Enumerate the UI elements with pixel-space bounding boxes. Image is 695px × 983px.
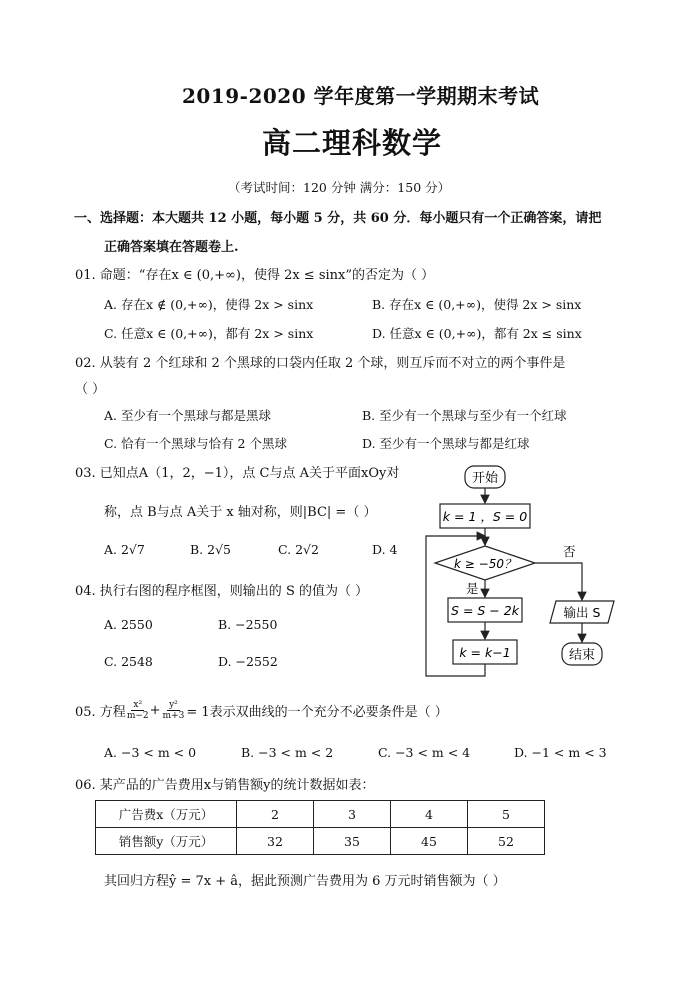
q03-stem-cont: 称，点 B与点 A关于 x 轴对称，则|BC| =（ ）: [104, 505, 377, 520]
flow-yes-label: 是: [466, 581, 479, 596]
flow-end-text: 结束: [568, 648, 596, 663]
flow-decision-text: k ≥ −50？: [454, 557, 516, 571]
q01-option-d: D. 任意x ∈ (0,+∞)，都有 2x ≤ sinx: [372, 326, 582, 341]
q06-data-table: [95, 800, 545, 855]
flow-no-arrow: [535, 563, 582, 600]
q05-option-c: C. −3 < m < 4: [378, 745, 471, 760]
q05-plus: +: [149, 703, 161, 718]
q01-option-c: C. 任意x ∈ (0,+∞)，都有 2x > sinx: [104, 326, 314, 341]
q02-stem: 02. 从装有 2 个红球和 2 个黑球的口袋内任取 2 个球，则互斥而不对立的两个事件是: [75, 356, 566, 371]
table-cell: 45: [391, 828, 468, 855]
q05-stem: [75, 700, 448, 721]
table-cell: 32: [237, 828, 314, 855]
q03-option-b: B. 2√5: [190, 542, 232, 557]
table-row-header: 广告费x（万元）: [96, 801, 237, 828]
q05-stem-pre: 05. 方程: [75, 705, 126, 720]
flow-step1-text: S = S − 2k: [451, 603, 519, 618]
q01-option-a: A. 存在x ∉ (0,+∞)，使得 2x > sinx: [104, 297, 314, 312]
q03-stem: 03. 已知点A（1，2，−1），点 C与点 A关于平面xOy对: [75, 466, 400, 481]
q03-option-a: A. 2√7: [104, 542, 145, 557]
subject-title: 高二理科数学: [262, 126, 443, 160]
q03-option-c: C. 2√2: [278, 542, 319, 557]
q05-option-b: B. −3 < m < 2: [241, 745, 334, 760]
q01-stem: 01. 命题：“存在x ∈ (0,+∞)，使得 2x ≤ sinx”的否定为（ ）: [75, 268, 435, 283]
q05-fraction-x: [127, 700, 149, 721]
q02-option-c: C. 恰有一个黑球与恰有 2 个黑球: [104, 436, 287, 451]
q04-option-d: D. −2552: [218, 654, 278, 669]
flowchart: [420, 460, 630, 685]
flow-no-label: 否: [563, 544, 576, 559]
section1-line1: 一、选择题：本大题共 12 小题，每小题 5 分，共 60 分．每小题只有一个正确答案，请把: [74, 211, 602, 226]
q02-stem-cont: （ ）: [75, 382, 106, 397]
flow-start-text: 开始: [471, 471, 499, 486]
table-row: [96, 801, 545, 828]
q05-frac1-num: x²: [133, 700, 143, 710]
table-row-header: 销售额y（万元）: [96, 828, 237, 855]
q05-frac2-den: m+3: [162, 711, 185, 721]
q04-stem: 04. 执行右图的程序框图，则输出的 S 的值为（ ）: [75, 584, 369, 599]
q02-option-a: A. 至少有一个黑球与都是黑球: [104, 408, 271, 423]
table-cell: 35: [314, 828, 391, 855]
q05-frac1-den: m−2: [126, 711, 149, 721]
table-cell: 2: [237, 801, 314, 828]
table-cell: 3: [314, 801, 391, 828]
q02-option-d: D. 至少有一个黑球与都是红球: [362, 436, 530, 451]
flow-step2-text: k = k−1: [459, 645, 511, 660]
q03-option-d: D. 4: [372, 542, 398, 557]
table-cell: 5: [468, 801, 545, 828]
q04-option-c: C. 2548: [104, 654, 153, 669]
q05-option-d: D. −1 < m < 3: [514, 745, 607, 760]
flow-output-text: 输出 S: [563, 605, 601, 620]
exam-title: 2019-2020 学年度第一学期期末考试: [182, 84, 540, 108]
q05-option-a: A. −3 < m < 0: [104, 745, 197, 760]
table-cell: 52: [468, 828, 545, 855]
q06-stem: 06. 某产品的广告费用x与销售额y的统计数据如表：: [75, 778, 375, 793]
q01-option-b: B. 存在x ∈ (0,+∞)，使得 2x > sinx: [372, 297, 582, 312]
q04-option-a: A. 2550: [104, 617, 153, 632]
table-cell: 4: [391, 801, 468, 828]
table-row: [96, 828, 545, 855]
exam-info: （考试时间：120 分钟 满分：150 分）: [228, 180, 451, 195]
q02-option-b: B. 至少有一个黑球与至少有一个红球: [362, 408, 567, 423]
q05-frac2-num: y²: [169, 700, 178, 710]
q04-option-b: B. −2550: [218, 617, 278, 632]
section1-line2: 正确答案填在答题卷上.: [104, 240, 239, 255]
q05-stem-post: = 1表示双曲线的一个充分不必要条件是（ ）: [186, 705, 448, 720]
q05-fraction-y: [163, 700, 185, 721]
q06-tail: 其回归方程ŷ = 7x + â，据此预测广告费用为 6 万元时销售额为（ ）: [104, 874, 506, 889]
flow-init-text: k = 1 ，S = 0: [442, 509, 528, 524]
